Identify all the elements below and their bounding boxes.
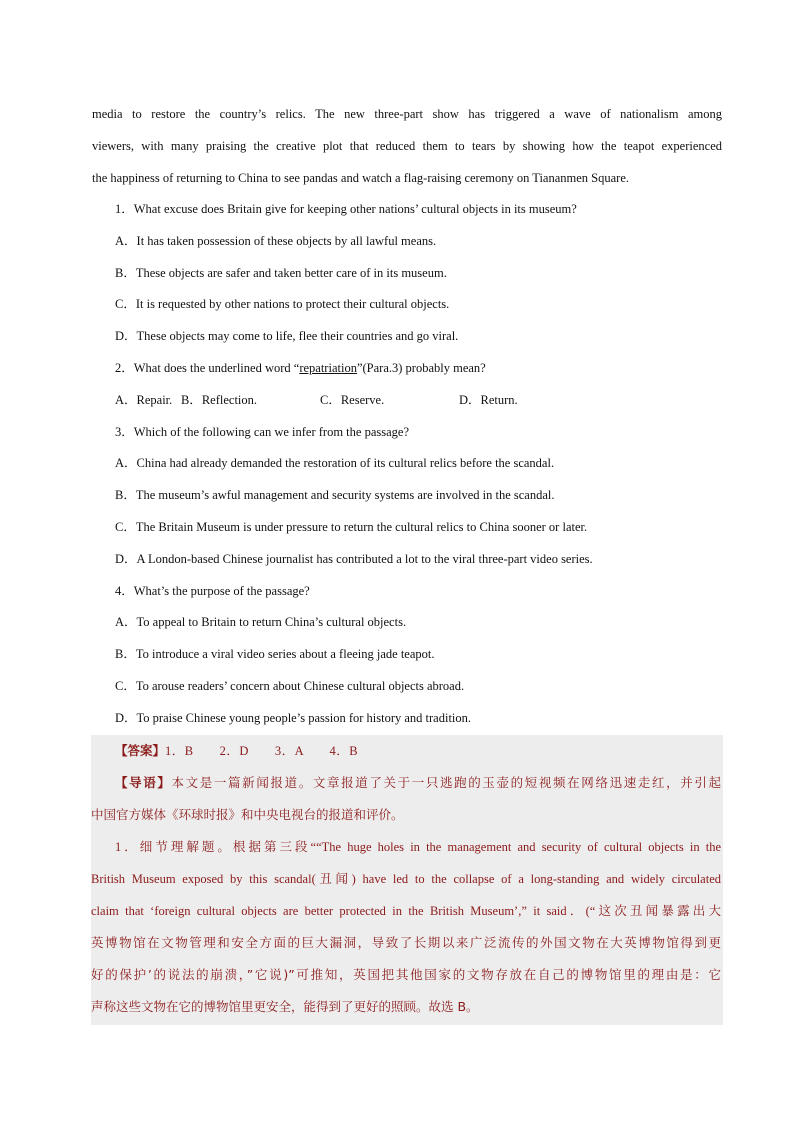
explanation-line-2: British Museum exposed by this scandal(丑闻) have led to the collapse of a long-standing and widely circulated — [91, 871, 721, 886]
document-content — [92, 98, 722, 1025]
question-3-option-d: D．A London-based Chinese journalist has contributed a lot to the viral three-part video series. — [115, 551, 593, 566]
question-2-stem-before: 2．What does the underlined word “ — [115, 360, 300, 375]
question-1-option-b: B．These objects are safer and taken better care of in its museum. — [115, 265, 447, 280]
question-3-stem: 3．Which of the following can we infer from the passage? — [115, 424, 409, 439]
intro-line-2: viewers, with many praising the creative plot that reduced them to tears by showing how the teapot experienced — [92, 139, 722, 153]
intro-line-1: media to restore the country’s relics. The new three-part show has triggered a wave of nationalism among — [92, 107, 722, 121]
question-2-option-c: C．Reserve. — [320, 392, 385, 407]
question-1-option-d: D．These objects may come to life, flee their countries and go viral. — [115, 329, 459, 344]
question-2-option-b: B．Reflection. — [181, 392, 258, 407]
guide-paragraph — [91, 767, 723, 831]
question-2-option-a: A．Repair. — [115, 392, 173, 407]
answer-tag: 【答案】 — [115, 742, 166, 758]
explanation-line-1: 1．细节理解题。根据第三段““The huge holes in the management and security of cultural objects in the — [115, 839, 721, 854]
explanation-line-5: 好的保护’的说法的崩溃，”它说)”可推知，英国把其他国家的文物存放在自己的博物馆里的理由是：它 — [91, 966, 721, 982]
question-3-option-a: A．China had already demanded the restoration of its cultural relics before the scandal. — [115, 456, 555, 471]
intro-line-3: the happiness of returning to China to see pandas and watch a flag-raising ceremony on Tiananmen Square. — [92, 171, 630, 185]
explanation-line-3: claim that ‘foreign cultural objects are better protected in the British Museum’,” it said．(“这次丑闻暴露出大 — [91, 903, 721, 918]
question-2-stem-after: ”(Para.3) probably mean? — [356, 360, 486, 375]
answer-line — [91, 735, 723, 767]
question-1-option-a: A．It has taken possession of these objects by all lawful means. — [115, 233, 437, 248]
intro-paragraph — [92, 98, 722, 194]
question-4-option-d: D．To praise Chinese young people’s passion for history and tradition. — [115, 710, 472, 725]
question-4-option-c: C．To arouse readers’ concern about Chinese cultural objects abroad. — [115, 678, 465, 693]
question-4-stem: 4．What’s the purpose of the passage? — [115, 583, 310, 598]
underlined-word: repatriation — [299, 360, 357, 375]
question-3-option-b: B．The museum’s awful management and security systems are involved in the scandal. — [115, 488, 555, 503]
question-2-options — [92, 385, 722, 417]
question-2-option-d: D．Return. — [459, 392, 518, 407]
question-4-option-b: B．To introduce a viral video series about a fleeing jade teapot. — [115, 647, 435, 662]
guide-line-2: 中国官方媒体《环球时报》和中央电视台的报道和评价。 — [91, 806, 404, 822]
question-3-option-c: C．The Britain Museum is under pressure to return the cultural relics to China sooner or later. — [115, 519, 588, 534]
question-2-stem — [92, 353, 722, 385]
explanation-paragraph — [91, 831, 723, 1023]
explanation-line-4: 英博物馆在文物管理和安全方面的巨大漏洞，导致了长期以来广泛流传的外国文物在大英博物馆得到更 — [91, 934, 721, 950]
answer-value: 1．B 2．D 3．A 4．B — [165, 743, 359, 758]
explanation-line-6: 声称这些文物在它的博物馆里更安全，能得到了更好的照顾。故选 B。 — [91, 998, 479, 1014]
guide-text-1: 本文是一篇新闻报道。文章报道了关于一只逃跑的玉壶的短视频在网络迅速走红，并引起 — [171, 774, 721, 790]
question-4-option-a: A．To appeal to Britain to return China’s cultural objects. — [115, 615, 407, 630]
answer-section — [91, 735, 723, 1025]
guide-tag: 【导语】 — [115, 774, 172, 790]
guide-line-1 — [91, 767, 721, 799]
question-1-stem: 1．What excuse does Britain give for keeping other nations’ cultural objects in its museum? — [115, 202, 577, 216]
question-1-option-c: C．It is requested by other nations to protect their cultural objects. — [115, 297, 450, 312]
